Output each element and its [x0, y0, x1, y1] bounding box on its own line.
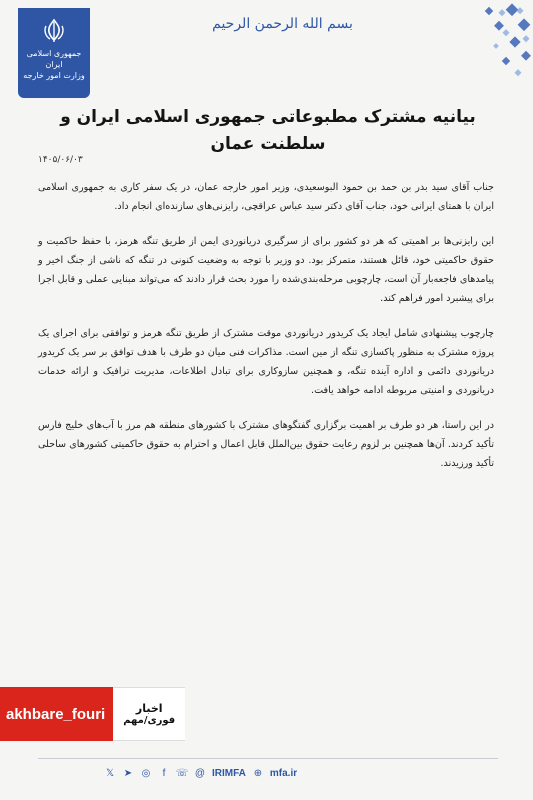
whatsapp-icon: ☏ [175, 767, 189, 779]
source-label [113, 687, 185, 741]
paragraph: این رایزنی‌ها بر اهمیتی که هر دو کشور برای از سرگیری دریانوردی ایمن از طریق تنگه هرمز، با حفظ حاکمیت و حقوق حاکمیتی خود، قائل هستند، متمرکز بود. دو وزیر با توجه به وضعیت کنونی در تنگه که ناشی از جنگ اخیر و پیامدهای فاجعه‌بار آن است، چارچوبی مرحله‌بندی‌شده را مورد بحث قرار دادند که می‌تواند مبنایی عملی و قابل اجرا برای پیشبرد امور فراهم کند. [38, 236, 494, 304]
instagram-icon: ◎ [141, 767, 151, 779]
globe-icon: ⊕ [253, 767, 263, 779]
at-icon: @ [194, 767, 206, 779]
source-watermark [0, 687, 210, 741]
telegram-icon: ➤ [123, 767, 133, 779]
source-label-bottom: فوری/مهم [123, 715, 176, 726]
paragraph: چارچوب پیشنهادی شامل ایجاد یک کریدور دریانوردی موقت مشترک از طریق تنگه هرمز و توافقی برای اجرای یک پروژه مشترک به منظور پاکسازی تنگه از مین است. مذاکرات فنی میان دو طرف با هدف توافق بر سر یک کریدور دریانوردی دائمی و اداره آینده تنگه، و همچنین سازوکاری برای تبادل اطلاعات، مدیریت ترافیک و ارائه خدمات دریانوردی و امنیتی مربوطه ادامه خواهد یافت. [38, 328, 494, 396]
footer-contacts [104, 767, 297, 779]
statement-body [38, 178, 494, 489]
facebook-icon: f [162, 767, 166, 779]
source-label-top: اخبار [135, 702, 163, 715]
website-link[interactable]: mfa.ir [269, 767, 298, 779]
emblem-line-ministry: وزارت امور خارجه [23, 71, 85, 80]
footer-divider [38, 758, 498, 759]
source-handle: akhbare_fouri [0, 687, 113, 741]
statement-title: بیانیه مشترک مطبوعاتی جمهوری اسلامی ایران و سلطنت عمان [60, 107, 476, 154]
social-handle: IRIMFA [212, 767, 246, 779]
ministry-emblem [18, 8, 90, 98]
paragraph: در این راستا، هر دو طرف بر اهمیت برگزاری گفتگوهای مشترک با کشورهای منطقه هم مرز با آب‌های خلیج فارس تأکید کردند. آن‌ها همچنین بر لزوم رعایت حقوق بین‌الملل قابل اعمال و احترام به حقوق حاکمیتی کشورهای ساحلی تأکید ورزیدند. [38, 420, 494, 469]
decorative-tile-pattern [408, 0, 533, 100]
iran-emblem-icon [40, 18, 68, 44]
x-icon: 𝕏 [105, 767, 115, 779]
basmala-calligraphy: بسم الله الرحمن الرحیم [212, 16, 353, 32]
emblem-line-country: جمهوری اسلامی ایران [26, 49, 82, 69]
statement-date: ۱۴۰۵/۰۶/۰۳ [38, 155, 83, 165]
paragraph: جناب آقای سید بدر بن حمد بن حمود البوسعیدی، وزیر امور خارجه عمان، در یک سفر کاری به جمهوری اسلامی ایران با همتای ایرانی خود، جناب آقای دکتر سید عباس عراقچی، رایزنی‌های سازنده‌ای انجام داد. [38, 182, 494, 212]
